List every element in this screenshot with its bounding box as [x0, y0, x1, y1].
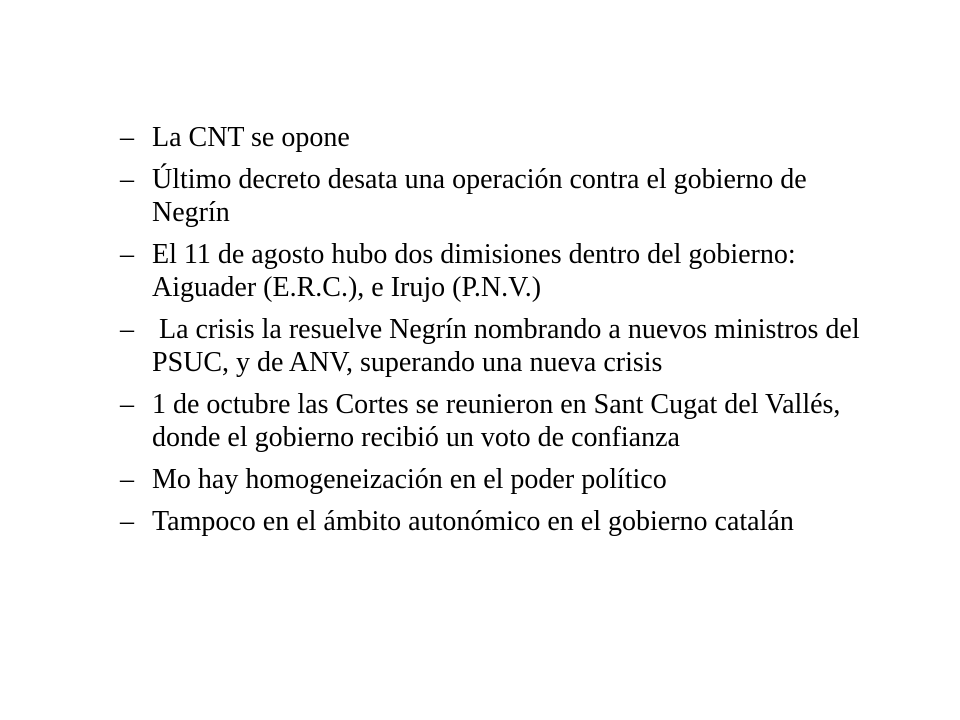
bullet-item — [120, 313, 880, 379]
dash-bullet-icon: – — [120, 122, 134, 153]
bullet-item — [120, 388, 880, 454]
dash-bullet-icon: – — [120, 239, 134, 270]
dash-bullet-icon: – — [120, 389, 134, 420]
bullet-text: Tampoco en el ámbito autonómico en el gobierno catalán — [152, 506, 794, 537]
bullet-item — [120, 121, 880, 154]
bullet-text: El 11 de agosto hubo dos dimisiones dentro del gobierno: Aiguader (E.R.C.), e Irujo (P.N.V.) — [152, 239, 802, 303]
dash-bullet-icon: – — [120, 314, 134, 345]
bullet-item — [120, 238, 880, 304]
bullet-text: La crisis la resuelve Negrín nombrando a nuevos ministros del PSUC, y de ANV, superando una nueva crisis — [152, 314, 867, 378]
dash-bullet-icon: – — [120, 164, 134, 195]
dash-bullet-icon: – — [120, 464, 134, 495]
bullet-item — [120, 163, 880, 229]
dash-bullet-icon: – — [120, 506, 134, 537]
bullet-text: Mo hay homogeneización en el poder político — [152, 464, 667, 495]
bullet-text: 1 de octubre las Cortes se reunieron en Sant Cugat del Vallés, donde el gobierno recibió un voto de confianza — [152, 389, 848, 453]
bullet-text: La CNT se opone — [152, 122, 350, 153]
bullet-list — [120, 121, 880, 547]
bullet-item — [120, 505, 880, 538]
bullet-text: Último decreto desata una operación contra el gobierno de Negrín — [152, 164, 814, 228]
bullet-item — [120, 463, 880, 496]
